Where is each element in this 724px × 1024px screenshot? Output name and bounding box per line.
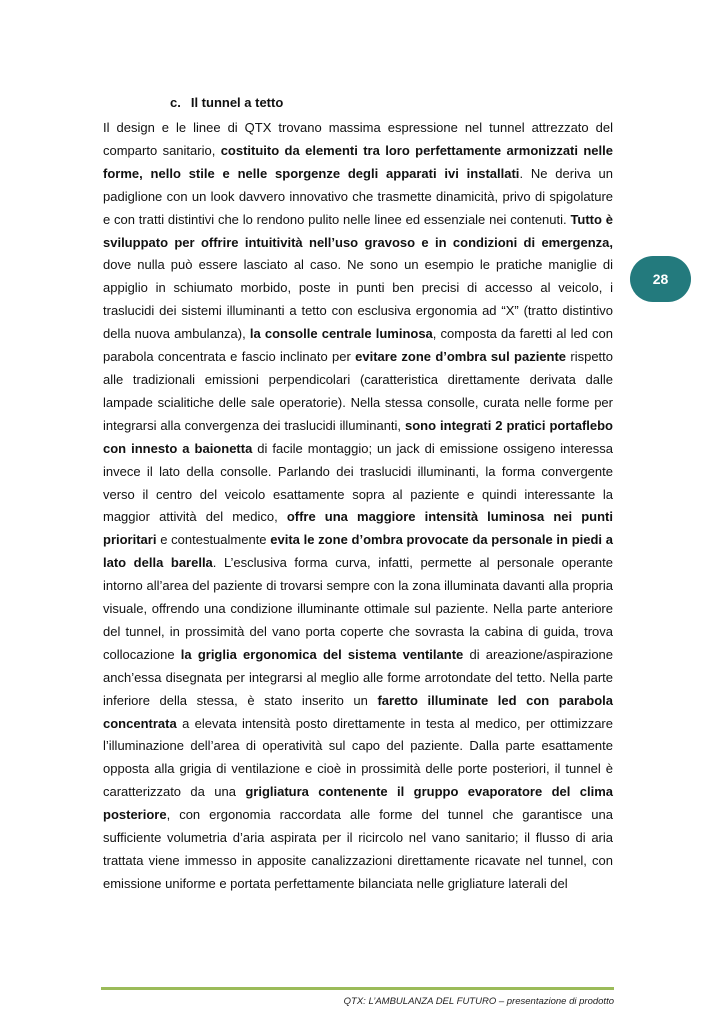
text-run: di areazione/aspirazione anch’essa disegnata per integrarsi al meglio alle forme arrotondate del tetto. Nella parte inferiore della stessa, è stato inserito un [103,646,614,708]
section-title: Il tunnel a tetto [190,95,284,110]
text-run: dove nulla può essere lasciato al caso. Ne sono un esempio le pratiche maniglie di appiglio in schiumato morbido, poste in punti ben precisi di accesso al veicolo, i traslucidi dei sistemi illuminanti a tetto con esclusiva ergonomia ad “X” (tratto distintivo della nuova ambulanza), [103,257,613,342]
bold-run: faretto illuminate led con parabola concentrata [103,692,613,731]
bold-run: Tutto è sviluppato per offrire intuitività nell’uso gravoso e in condizioni di emergenza, [103,211,613,250]
bold-run: la griglia ergonomica del sistema ventilante [180,646,464,662]
footer-divider [101,987,614,990]
bold-run: evita le zone d’ombra provocate da personale in piedi a lato della barella [103,532,613,571]
section-heading [170,93,283,113]
text-run: di facile montaggio; un jack di emissione ossigeno interessa invece il lato della consolle. Parlando dei traslucidi illuminanti, la forma convergente verso il centro del veicolo esattamente sopra al paziente e quindi interessante la maggior attività del medico, [103,440,613,525]
bold-run: costituito da elementi tra loro perfettamente armonizzati nelle forme, nello stile e nelle sporgenze degli apparati ivi installati [103,142,613,181]
section-letter: c. [170,95,181,110]
body-paragraph [103,117,613,896]
text-run: , con ergonomia raccordata alle forme del tunnel che garantisce una sufficiente volumetria d’aria aspirata per il ricircolo nel vano sanitario; il flusso di aria trattata viene immesso in apposite canalizzazioni direttamente ricavate nel tunnel, con emissione uniforme e portata perfettamente bilanciata nelle grigliature laterali del [103,807,613,891]
text-run: , composta da faretti al led con parabola concentrata e fascio inclinato per [103,326,614,365]
bold-run: la consolle centrale luminosa [249,326,433,342]
bold-run: grigliatura contenente il gruppo evaporatore del clima posteriore [103,784,613,823]
text-run: . L’esclusiva forma curva, infatti, permette al personale operante intorno all’area del paziente di trovarsi sempre con la zona illuminata davanti alla propria visuale, offrendo una condizione illuminante ottimale sul paziente. Nella parte anteriore del tunnel, in prossimità del vano porta coperte che sovrasta la cabina di guida, trova collocazione [103,555,613,662]
footer-caption: QTX: L’AMBULANZA DEL FUTURO – presentazione di prodotto [343,996,614,1007]
text-run: Il design e le linee di QTX trovano massima espressione nel tunnel attrezzato del comparto sanitario, [103,120,613,158]
text-run: . Ne deriva un padiglione con un look davvero innovativo che trasmette dinamicità, privo di spigolature e con tratti distintivi che lo rendono pulito nelle linee ed essenziale nei contenuti. [103,165,613,227]
bold-run: sono integrati 2 pratici portaflebo con innesto a baionetta [103,417,613,456]
text-run: rispetto alle tradizionali emissioni perpendicolari (caratteristica direttamente derivata dalle lampade scialitiche delle sale operatorie). Nella stessa consolle, curata nelle forme per integrarsi alla convergenza dei traslucidi illuminanti, [103,349,613,433]
bold-run: evitare zone d’ombra sul paziente [355,349,567,365]
text-run: a elevata intensità posto direttamente in testa al medico, per ottimizzare l’illuminazione dell’area di operatività sul capo del paziente. Dalla parte esattamente opposta alla grigia di ventilazione e cioè in prossimità delle porte posteriori, il tunnel è caratterizzato da una [103,715,613,800]
bold-run: offre una maggiore intensità luminosa nei punti prioritari [103,509,613,548]
page-number-badge: 28 [630,256,691,302]
text-run: e contestualmente [156,532,271,548]
